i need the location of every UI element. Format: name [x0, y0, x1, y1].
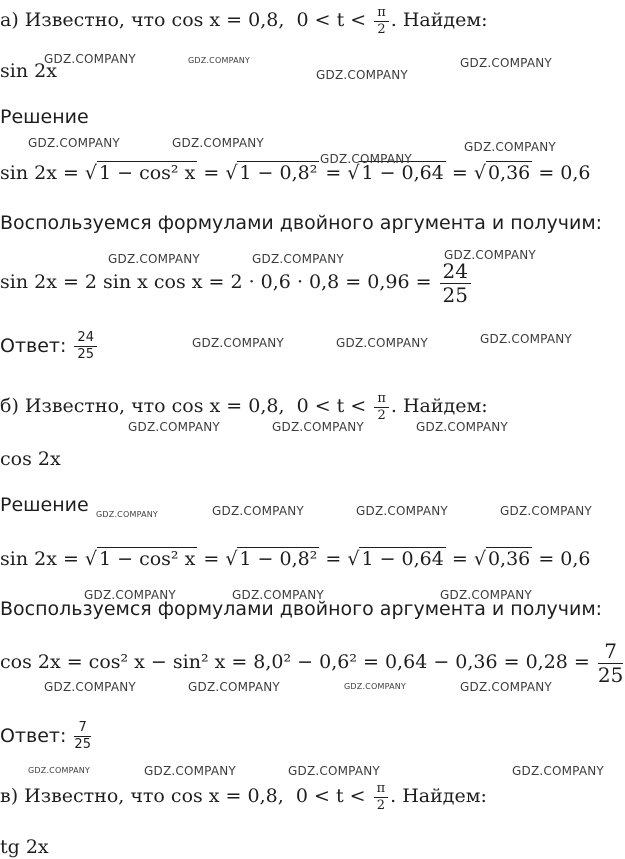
part-a-given: cos x = 0,8, — [171, 9, 285, 32]
sqrt-2: √ 1 − 0,8² — [225, 548, 318, 570]
sqrt-3-radicand: 1 − 0,64 — [361, 162, 444, 184]
part-b-condition — [0, 392, 488, 422]
fraction-numerator: 24 — [440, 261, 471, 284]
part-a-condition — [0, 6, 488, 36]
answer-label: Ответ: — [0, 335, 73, 357]
watermark: GDZ.COMPANY — [272, 420, 364, 434]
watermark: GDZ.COMPANY — [28, 136, 120, 150]
part-b-formula-text: Воспользуемся формулами двойного аргумента и получим: — [0, 598, 603, 620]
eq: = — [319, 548, 348, 570]
fraction-denominator: 25 — [74, 737, 91, 752]
part-a-inequality: 0 < t < — [296, 9, 367, 32]
calc-expression: cos 2x = cos² x − sin² x = 8,0² − 0,6² = 0,64 − 0,36 = 0,28 = — [0, 651, 596, 673]
watermark: GDZ.COMPANY — [356, 504, 448, 518]
watermark: GDZ.COMPANY — [320, 152, 412, 166]
eq: = — [197, 162, 226, 184]
watermark: GDZ.COMPANY — [84, 588, 176, 602]
part-c-inequality: 0 < t < — [295, 785, 366, 808]
watermark: GDZ.COMPANY — [460, 56, 552, 70]
part-c-given: cos x = 0,8, — [170, 785, 284, 808]
watermark: GDZ.COMPANY — [444, 248, 536, 262]
sqrt-3: √ 1 − 0,64 — [347, 548, 444, 570]
sin-line-result: = 0,6 — [532, 548, 591, 570]
watermark: GDZ.COMPANY — [28, 766, 91, 775]
sqrt-1-radicand: 1 − cos² x — [99, 548, 196, 570]
eq: = — [445, 162, 474, 184]
calc-fraction — [597, 638, 624, 687]
watermark: GDZ.COMPANY — [172, 136, 264, 150]
watermark: GDZ.COMPANY — [212, 504, 304, 518]
eq: = — [445, 548, 474, 570]
watermark: GDZ.COMPANY — [128, 420, 220, 434]
answer-label: Ответ: — [0, 725, 73, 747]
watermark: GDZ.COMPANY — [500, 504, 592, 518]
calc-fraction — [440, 258, 471, 307]
watermark: GDZ.COMPANY — [460, 680, 552, 694]
pi-denominator: 2 — [377, 407, 386, 423]
pi-numerator: π — [374, 782, 389, 798]
sqrt-3: √ 1 − 0,64 — [347, 162, 444, 184]
part-a-calc — [0, 260, 473, 306]
watermark: GDZ.COMPANY — [416, 420, 508, 434]
part-a-pi-fraction — [374, 6, 389, 36]
part-c-target: tg 2x — [0, 836, 49, 858]
sin-line-lhs: sin 2x = — [0, 548, 85, 570]
watermark: GDZ.COMPANY — [188, 56, 251, 65]
part-b-target: cos 2x — [0, 448, 61, 470]
watermark: GDZ.COMPANY — [96, 510, 159, 519]
part-a-answer — [0, 326, 99, 366]
sqrt-2: √ 1 − 0,8² — [225, 162, 318, 184]
fraction-numerator: 7 — [74, 721, 91, 737]
sqrt-2-radicand: 1 − 0,8² — [239, 162, 318, 184]
answer-fraction — [74, 331, 97, 361]
watermark: GDZ.COMPANY — [480, 332, 572, 346]
part-a-find: . Найдем: — [390, 9, 488, 32]
pi-denominator: 2 — [377, 21, 386, 37]
part-b-answer — [0, 716, 93, 756]
part-c-condition — [0, 782, 487, 812]
part-b-find: . Найдем: — [390, 395, 488, 418]
watermark: GDZ.COMPANY — [464, 140, 556, 154]
pi-numerator: π — [374, 6, 389, 22]
calc-expression: sin 2x = 2 sin x cos x = 2 · 0,6 · 0,8 = 0,96 = — [0, 271, 438, 293]
part-c-find: . Найдем: — [390, 785, 487, 808]
watermark: GDZ.COMPANY — [144, 764, 236, 778]
part-c-label: в) Известно, что — [0, 785, 171, 808]
part-b-inequality: 0 < t < — [296, 395, 367, 418]
fraction-denominator: 25 — [442, 282, 468, 307]
pi-numerator: π — [374, 392, 389, 408]
watermark: GDZ.COMPANY — [336, 336, 428, 350]
fraction-denominator: 25 — [77, 347, 94, 362]
watermark: GDZ.COMPANY — [316, 68, 408, 82]
watermark: GDZ.COMPANY — [108, 252, 200, 266]
part-a-formula-text: Воспользуемся формулами двойного аргумента и получим: — [0, 212, 603, 234]
watermark: GDZ.COMPANY — [232, 588, 324, 602]
watermark: GDZ.COMPANY — [44, 52, 136, 66]
part-b-pi-fraction — [374, 392, 389, 422]
eq: = — [319, 162, 348, 184]
watermark: GDZ.COMPANY — [512, 764, 604, 778]
sqrt-4-radicand: 0,36 — [487, 548, 531, 570]
part-c-pi-fraction — [374, 782, 389, 812]
part-a-sin-line — [0, 162, 591, 184]
sqrt-3-radicand: 1 − 0,64 — [361, 548, 444, 570]
sqrt-1-radicand: 1 − cos² x — [99, 162, 196, 184]
sqrt-1: √ 1 − cos² x — [84, 548, 196, 570]
part-b-sin-line — [0, 548, 591, 570]
sqrt-2-radicand: 1 − 0,8² — [239, 548, 318, 570]
sqrt-4: √ 0,36 — [473, 548, 531, 570]
fraction-numerator: 7 — [598, 641, 623, 664]
sqrt-4: √ 0,36 — [473, 162, 531, 184]
watermark: GDZ.COMPANY — [288, 764, 380, 778]
answer-fraction — [74, 721, 91, 751]
watermark: GDZ.COMPANY — [44, 680, 136, 694]
part-b-calc — [0, 640, 625, 686]
watermark: GDZ.COMPANY — [192, 336, 284, 350]
watermark: GDZ.COMPANY — [188, 680, 280, 694]
sqrt-1: √ 1 − cos² x — [84, 162, 196, 184]
part-b-solution-heading: Решение — [0, 494, 89, 516]
part-b-label: б) Известно, что — [0, 395, 172, 418]
part-a-label: а) Известно, что — [0, 9, 172, 32]
sin-line-lhs: sin 2x = — [0, 162, 85, 184]
watermark: GDZ.COMPANY — [344, 682, 407, 691]
part-a-solution-heading: Решение — [0, 106, 89, 128]
watermark: GDZ.COMPANY — [252, 252, 344, 266]
part-a-target: sin 2x — [0, 60, 57, 82]
sqrt-4-radicand: 0,36 — [487, 162, 531, 184]
watermark: GDZ.COMPANY — [440, 588, 532, 602]
pi-denominator: 2 — [376, 797, 385, 813]
fraction-denominator: 25 — [597, 662, 624, 687]
fraction-numerator: 24 — [74, 331, 97, 347]
eq: = — [197, 548, 226, 570]
sin-line-result: = 0,6 — [532, 162, 591, 184]
part-b-given: cos x = 0,8, — [171, 395, 285, 418]
